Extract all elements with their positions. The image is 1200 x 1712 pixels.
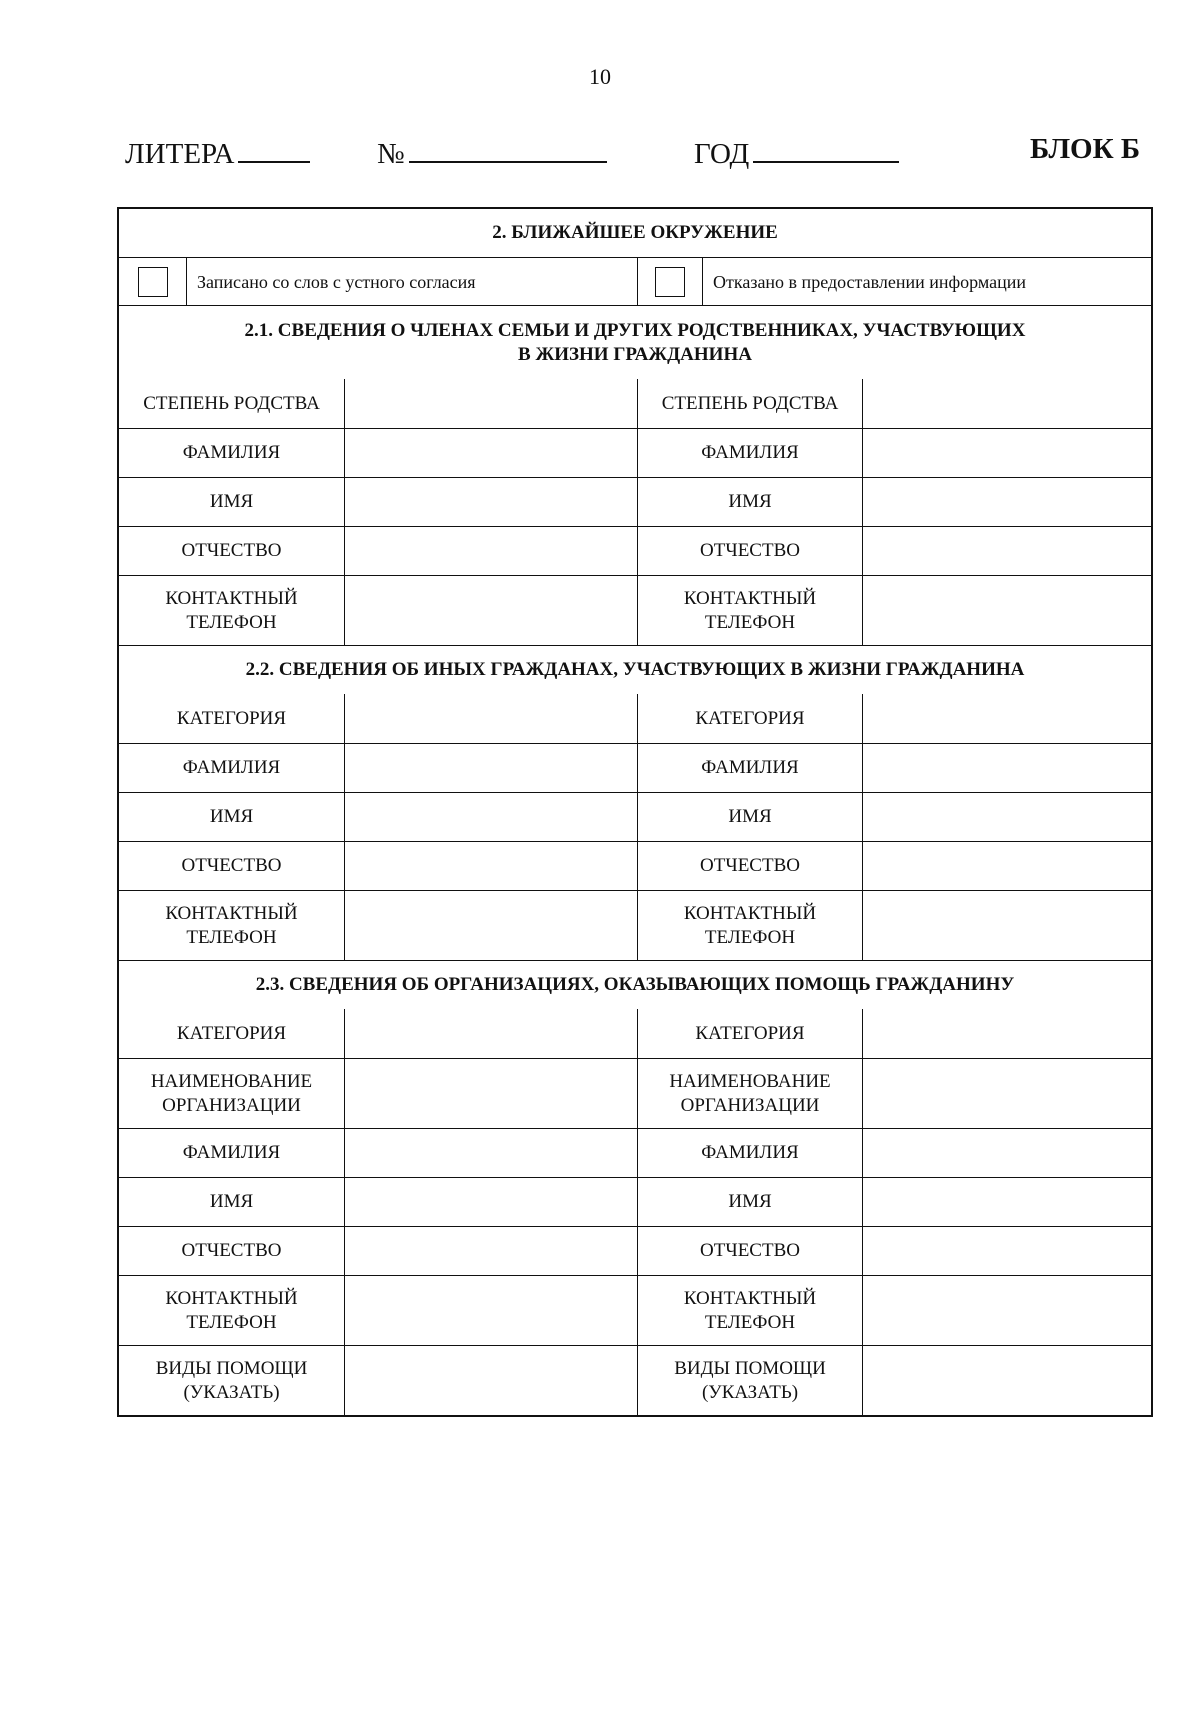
left-field-input[interactable]	[344, 478, 637, 526]
form-row	[119, 841, 1151, 890]
right-field-input[interactable]	[862, 891, 1151, 960]
form-header	[0, 133, 1200, 173]
field-label-line2: (УКАЗАТЬ)	[701, 1381, 799, 1403]
right-field-input[interactable]	[862, 1227, 1151, 1275]
right-field-label	[637, 891, 862, 960]
field-label-line1: КАТЕГОРИЯ	[176, 1022, 287, 1044]
field-label-line1: КОНТАКТНЫЙ	[165, 1287, 298, 1309]
form-row	[119, 428, 1151, 477]
right-field-input[interactable]	[862, 1129, 1151, 1177]
number-field	[377, 133, 607, 171]
left-field-label	[119, 1009, 344, 1058]
right-field-label	[637, 842, 862, 890]
left-field-label	[119, 527, 344, 575]
field-label-line1: ОТЧЕСТВО	[181, 1240, 282, 1261]
block-label: БЛОК Б	[1030, 133, 1141, 165]
left-field-input[interactable]	[344, 429, 637, 477]
right-field-label	[637, 478, 862, 526]
litera-input[interactable]	[238, 133, 310, 163]
section-2-1-title-line2: В ЖИЗНИ ГРАЖДАНИНА	[518, 343, 752, 365]
left-field-label	[119, 842, 344, 890]
left-field-input[interactable]	[344, 1276, 637, 1345]
right-field-label	[637, 429, 862, 477]
form-row	[119, 526, 1151, 575]
left-field-label	[119, 744, 344, 792]
left-field-label	[119, 1059, 344, 1128]
section-2-3-rows	[119, 1009, 1151, 1415]
right-field-input[interactable]	[862, 1059, 1151, 1128]
form-row	[119, 694, 1151, 743]
section-2-title-text: 2. БЛИЖАЙШЕЕ ОКРУЖЕНИЕ	[492, 222, 778, 243]
field-label-line1: ИМЯ	[209, 1191, 254, 1212]
field-label-line1: ФАМИЛИЯ	[182, 1142, 281, 1163]
left-field-label	[119, 694, 344, 743]
field-label-line2: (УКАЗАТЬ)	[183, 1381, 280, 1403]
form-row	[119, 1128, 1151, 1177]
field-label-line1: ИМЯ	[728, 1191, 772, 1212]
right-field-label	[637, 1346, 862, 1415]
right-field-input[interactable]	[862, 1276, 1151, 1345]
field-label-line1: ИМЯ	[209, 491, 254, 512]
year-input[interactable]	[753, 133, 899, 163]
right-field-label	[637, 576, 862, 645]
field-label-line1: КОНТАКТНЫЙ	[683, 902, 817, 924]
field-label-line1: ВИДЫ ПОМОЩИ	[155, 1357, 308, 1379]
refused-checkbox-cell	[637, 258, 702, 305]
section-2-3-title	[119, 960, 1151, 1009]
right-field-input[interactable]	[862, 744, 1151, 792]
field-label-line2: ТЕЛЕФОН	[186, 926, 277, 948]
right-field-input[interactable]	[862, 793, 1151, 841]
form-row	[119, 1226, 1151, 1275]
field-label-line1: ОТЧЕСТВО	[700, 855, 800, 876]
right-field-label	[637, 1059, 862, 1128]
left-field-input[interactable]	[344, 1227, 637, 1275]
field-label-line1: ОТЧЕСТВО	[700, 1240, 800, 1261]
field-label-line1: КАТЕГОРИЯ	[695, 707, 805, 729]
field-label-line2: ОРГАНИЗАЦИИ	[680, 1094, 820, 1116]
form-row	[119, 1009, 1151, 1058]
left-field-label	[119, 1276, 344, 1345]
form-table	[117, 207, 1153, 1417]
left-field-input[interactable]	[344, 576, 637, 645]
left-field-input[interactable]	[344, 842, 637, 890]
field-label-line1: ИМЯ	[209, 806, 254, 827]
left-field-input[interactable]	[344, 527, 637, 575]
field-label-line1: СТЕПЕНЬ РОДСТВА	[661, 392, 839, 414]
left-field-input[interactable]	[344, 694, 637, 743]
form-row	[119, 890, 1151, 960]
field-label-line2: ТЕЛЕФОН	[186, 1311, 277, 1333]
section-2-2-rows	[119, 694, 1151, 960]
section-2-title	[119, 209, 1151, 257]
section-2-3-title-text: 2.3. СВЕДЕНИЯ ОБ ОРГАНИЗАЦИЯХ, ОКАЗЫВАЮЩИХ ПОМОЩЬ ГРАЖДАНИНУ	[255, 974, 1015, 995]
section-2-2-title-text: 2.2. СВЕДЕНИЯ ОБ ИНЫХ ГРАЖДАНАХ, УЧАСТВУЮЩИХ В ЖИЗНИ ГРАЖДАНИНА	[245, 659, 1025, 680]
section-2-1-rows	[119, 379, 1151, 645]
field-label-line1: КОНТАКТНЫЙ	[683, 587, 817, 609]
field-label-line1: ИМЯ	[728, 491, 772, 512]
field-label-line1: КОНТАКТНЫЙ	[165, 587, 298, 609]
right-field-input[interactable]	[862, 1009, 1151, 1058]
field-label-line1: СТЕПЕНЬ РОДСТВА	[143, 392, 320, 414]
form-row	[119, 1275, 1151, 1345]
number-input[interactable]	[409, 133, 607, 163]
left-field-label	[119, 478, 344, 526]
left-field-input[interactable]	[344, 793, 637, 841]
right-field-label	[637, 1227, 862, 1275]
right-field-input[interactable]	[862, 1346, 1151, 1415]
field-label-line2: ТЕЛЕФОН	[186, 611, 277, 633]
field-label-line1: КОНТАКТНЫЙ	[165, 902, 298, 924]
right-field-label	[637, 1276, 862, 1345]
left-field-label	[119, 576, 344, 645]
field-label-line2: ОРГАНИЗАЦИИ	[162, 1094, 301, 1116]
litera-field	[125, 133, 310, 171]
left-field-label	[119, 379, 344, 428]
field-label-line1: НАИМЕНОВАНИЕ	[150, 1070, 313, 1092]
consent-checkbox[interactable]	[138, 267, 168, 297]
number-label: №	[377, 138, 405, 170]
left-field-input[interactable]	[344, 1129, 637, 1177]
year-field	[694, 133, 899, 171]
consent-options-row	[119, 257, 1151, 305]
right-field-input[interactable]	[862, 429, 1151, 477]
field-label-line1: ФАМИЛИЯ	[182, 757, 281, 778]
right-field-input[interactable]	[862, 478, 1151, 526]
consent-checkbox-cell	[119, 258, 186, 305]
right-field-label	[637, 379, 862, 428]
consent-option-label: Записано со слов с устного согласия	[186, 258, 637, 305]
field-label-line1: КАТЕГОРИЯ	[695, 1022, 805, 1044]
form-row	[119, 575, 1151, 645]
year-label: ГОД	[694, 138, 750, 170]
right-field-label	[637, 1009, 862, 1058]
section-2-1-title-line1: 2.1. СВЕДЕНИЯ О ЧЛЕНАХ СЕМЬИ И ДРУГИХ РОДСТВЕННИКАХ, УЧАСТВУЮЩИХ	[244, 319, 1026, 341]
right-field-label	[637, 793, 862, 841]
left-field-input[interactable]	[344, 1009, 637, 1058]
left-field-label	[119, 1346, 344, 1415]
left-field-input[interactable]	[344, 891, 637, 960]
section-2-1-title	[119, 305, 1151, 379]
right-field-label	[637, 744, 862, 792]
field-label-line2: ТЕЛЕФОН	[704, 926, 796, 948]
field-label-line1: КОНТАКТНЫЙ	[683, 1287, 817, 1309]
left-field-input[interactable]	[344, 744, 637, 792]
form-row	[119, 743, 1151, 792]
left-field-input[interactable]	[344, 1059, 637, 1128]
field-label-line1: ОТЧЕСТВО	[181, 855, 282, 876]
right-field-label	[637, 1178, 862, 1226]
left-field-label	[119, 891, 344, 960]
field-label-line1: ВИДЫ ПОМОЩИ	[674, 1357, 826, 1379]
form-row	[119, 1177, 1151, 1226]
form-row	[119, 1058, 1151, 1128]
field-label-line1: ФАМИЛИЯ	[701, 757, 799, 778]
right-field-label	[637, 694, 862, 743]
right-field-input[interactable]	[862, 576, 1151, 645]
litera-label: ЛИТЕРА	[125, 138, 235, 170]
section-2-2-title	[119, 645, 1151, 694]
right-field-input[interactable]	[862, 1178, 1151, 1226]
right-field-label	[637, 1129, 862, 1177]
left-field-label	[119, 1129, 344, 1177]
left-field-label	[119, 1227, 344, 1275]
left-field-label	[119, 793, 344, 841]
right-field-input[interactable]	[862, 527, 1151, 575]
refused-checkbox[interactable]	[655, 267, 685, 297]
field-label-line1: КАТЕГОРИЯ	[176, 707, 287, 729]
field-label-line1: ИМЯ	[728, 806, 772, 827]
right-field-input[interactable]	[862, 379, 1151, 428]
field-label-line1: ОТЧЕСТВО	[181, 540, 282, 561]
form-row	[119, 477, 1151, 526]
left-field-label	[119, 429, 344, 477]
field-label-line1: ОТЧЕСТВО	[700, 540, 800, 561]
field-label-line2: ТЕЛЕФОН	[704, 1311, 796, 1333]
form-row	[119, 1345, 1151, 1415]
left-field-input[interactable]	[344, 1346, 637, 1415]
right-field-label	[637, 527, 862, 575]
left-field-input[interactable]	[344, 379, 637, 428]
left-field-label	[119, 1178, 344, 1226]
field-label-line2: ТЕЛЕФОН	[704, 611, 796, 633]
page-number: 10	[589, 64, 611, 89]
field-label-line1: ФАМИЛИЯ	[701, 1142, 799, 1163]
form-row	[119, 379, 1151, 428]
left-field-input[interactable]	[344, 1178, 637, 1226]
field-label-line1: НАИМЕНОВАНИЕ	[669, 1070, 831, 1092]
refused-option-label: Отказано в предоставлении информации	[702, 258, 1151, 305]
form-row	[119, 792, 1151, 841]
right-field-input[interactable]	[862, 842, 1151, 890]
field-label-line1: ФАМИЛИЯ	[182, 442, 281, 463]
field-label-line1: ФАМИЛИЯ	[701, 442, 799, 463]
right-field-input[interactable]	[862, 694, 1151, 743]
